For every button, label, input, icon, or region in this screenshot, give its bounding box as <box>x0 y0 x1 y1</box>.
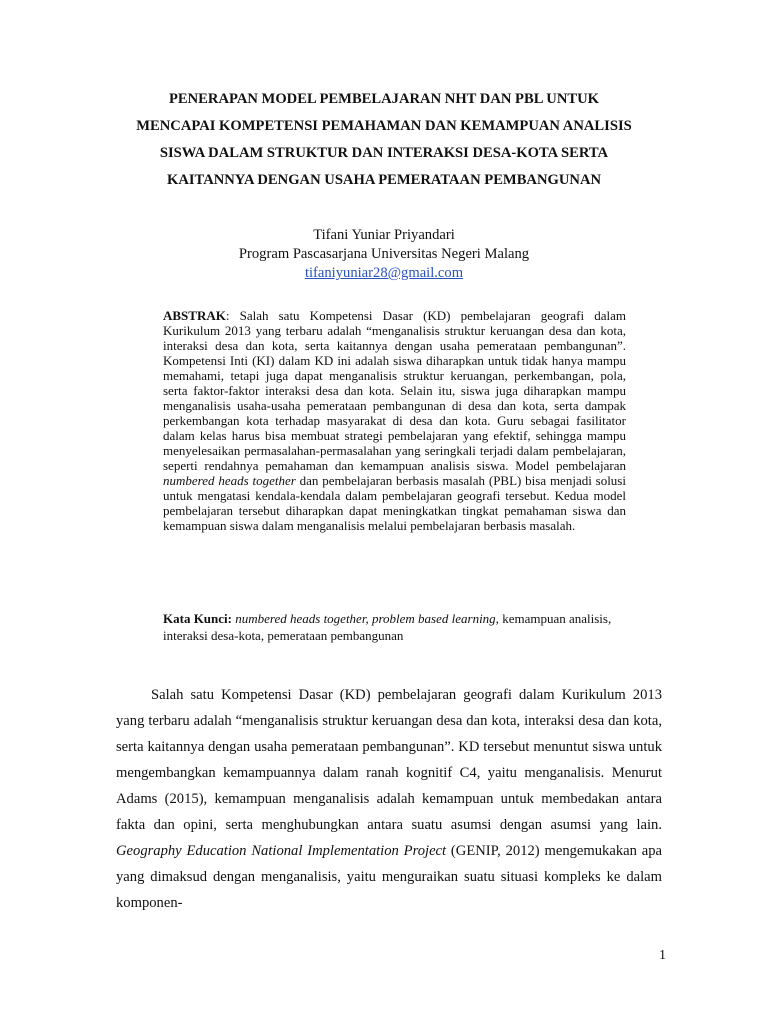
body-text <box>116 682 662 916</box>
keywords-italic: numbered heads together, problem based learning, <box>231 611 499 626</box>
keywords-text: kemampuan analisis, interaksi desa-kota, pemerataan pembangunan <box>163 611 612 643</box>
abstract <box>163 308 626 533</box>
title-line: SISWA DALAM STRUKTUR DAN INTERAKSI DESA-KOTA SERTA <box>159 145 609 161</box>
keywords-label: Kata Kunci: <box>163 611 232 626</box>
title-line: MENCAPAI KOMPETENSI PEMAHAMAN DAN KEMAMPUAN ANALISIS <box>136 118 632 134</box>
title-line: PENERAPAN MODEL PEMBELAJARAN NHT DAN PBL UNTUK <box>168 91 599 107</box>
body-text-span: (GENIP, 2012) mengemukakan apa yang dimaksud dengan menganalisis, yaitu menguraikan suatu situasi kompleks ke dalam komponen- <box>116 843 662 911</box>
author-block <box>0 226 768 283</box>
body-italic-term: Geography Education National Implementation Project <box>116 843 447 859</box>
abstract-text: : Salah satu Kompetensi Dasar (KD) pembelajaran geografi dalam Kurikulum 2013 yang terbaru adalah “menganalisis struktur keruangan desa dan kota, interaksi desa dan kota, serta kaitannya dengan usaha pemerataan pembangunan”. Kompetensi Inti (KI) dalam KD ini adalah siswa diharapkan untuk tidak hanya mampu memahami, tetapi juga dapat menganalisis struktur keruangan, perkembangan, pola, serta faktor-faktor interaksi desa dan kota. Selain itu, siswa juga diharapkan mampu menganalisis usaha-usaha pemerataan pembangunan di desa dan kota, serta dampak perkembangan kota terhadap masyarakat di desa dan kota. Guru sebagai fasilitator dalam kelas harus bisa membuat strategi pembelajaran yang efektif, sehingga mampu menyelesaikan permasalahan-permasalahan yang seringkali terjadi dalam pembelajaran, seperti rendahnya pemahaman dan kemampuan analisis siswa. Model pembelajaran <box>163 308 626 473</box>
abstract-label: ABSTRAK <box>163 308 226 323</box>
author-email-link[interactable]: tifaniyuniar28@gmail.com <box>304 265 464 281</box>
page-number: 1 <box>659 948 666 963</box>
title-line: KAITANNYA DENGAN USAHA PEMERATAAN PEMBANGUNAN <box>166 172 602 188</box>
abstract-text: dan pembelajaran berbasis masalah (PBL) bisa menjadi solusi untuk mengatasi kendala-kendala dalam pembelajaran geografi tersebut. Kedua model pembelajaran tersebut diharapkan dapat meningkatkan tingkat pemahaman siswa dan kemampuan siswa dalam menganalisis melalui pembelajaran berbasis masalah. <box>163 473 626 533</box>
abstract-italic-term: numbered heads together <box>163 473 296 488</box>
paper-title <box>60 86 708 194</box>
body-paragraph <box>116 682 662 916</box>
author-name: Tifani Yuniar Priyandari <box>313 227 455 243</box>
keywords <box>163 610 633 644</box>
author-affiliation: Program Pascasarjana Universitas Negeri Malang <box>238 246 530 262</box>
body-text-span: Salah satu Kompetensi Dasar (KD) pembelajaran geografi dalam Kurikulum 2013 yang terbaru adalah “menganalisis struktur keruangan desa dan kota, interaksi desa dan kota, serta kaitannya dengan usaha pemerataan pembangunan”. KD tersebut menuntut siswa untuk mengembangkan kemampuannya dalam ranah kognitif C4, yaitu menganalisis. Menurut Adams (2015), kemampuan menganalisis adalah kemampuan untuk membedakan antara fakta dan opini, serta menghubungkan antara suatu asumsi dengan asumsi yang lain. <box>116 687 662 833</box>
